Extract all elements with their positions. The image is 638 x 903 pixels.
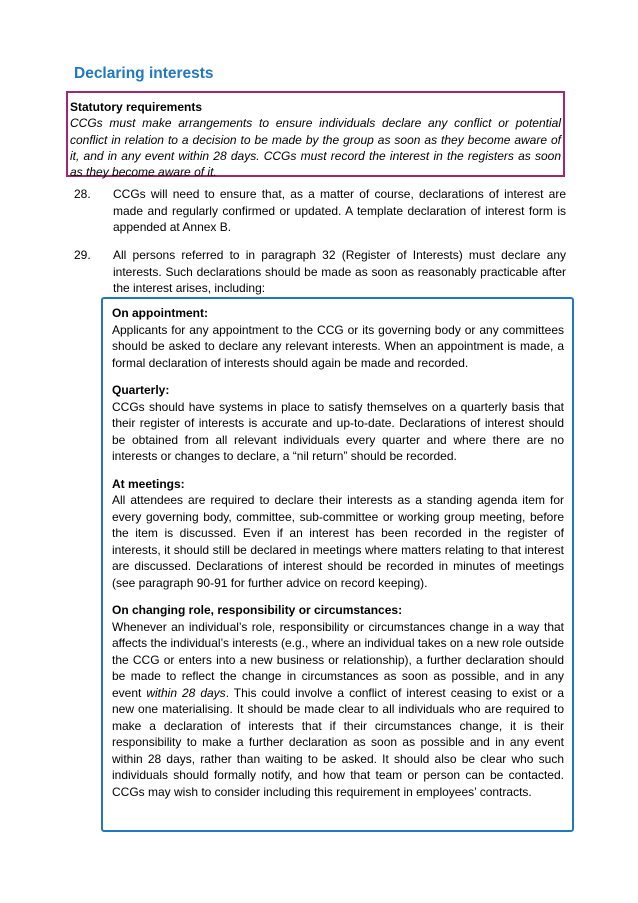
section-text: Applicants for any appointment to the CCG or its governing body or any committees should be asked to declare any relevant interests. When an appointment is made, a formal declaration of interests should again be made and recorded. — [112, 322, 564, 370]
paragraph-text: All persons referred to in paragraph 32 (Register of Interests) must declare any interests. Such declarations should be made as soon as reasonably practicable after the interest arises, including: — [113, 248, 566, 295]
paragraph-number: 28. — [74, 187, 91, 201]
section-changing-role — [112, 602, 564, 800]
paragraph-number: 29. — [74, 248, 91, 262]
paragraph-28 — [74, 186, 566, 236]
section-at-meetings — [112, 476, 564, 592]
section-title: On changing role, responsibility or circumstances: — [112, 603, 403, 617]
statutory-requirements-text: CCGs must make arrangements to ensure individuals declare any conflict or potential conflict in relation to a decision to be made by the group as soon as they become aware of it, and in any event within 28 days. CCGs must record the interest in the registers as soon as they become aware of it. — [70, 116, 561, 180]
paragraph-text: CCGs will need to ensure that, as a matter of course, declarations of interest are made and regularly confirmed or updated. A template declaration of interest form is appended at Annex B. — [113, 187, 566, 234]
emphasized-deadline: within 28 days — [146, 685, 226, 700]
statutory-requirements-box — [66, 91, 565, 180]
paragraph-29 — [74, 247, 566, 297]
section-title: At meetings: — [112, 476, 185, 491]
section-quarterly — [112, 382, 564, 465]
section-text: CCGs should have systems in place to satisfy themselves on a quarterly basis that their register of interests is accurate and up-to-date. Declarations of interest should be obtained from all relevant individuals every quarter and where there are no interests or changes to declare, a “nil return” should be recorded. — [112, 399, 564, 463]
page-title: Declaring interests — [74, 65, 214, 82]
section-title: Quarterly: — [112, 383, 170, 397]
section-text-part: Whenever an individual’s role, responsibility or circumstances change in a way that affects the individual’s interests (e.g., where an individual takes on a new role outside the CCG or enters into a new business or relationship), a further declaration should be made to reflect the change in circumstances as soon as possible, and in any event — [112, 619, 564, 700]
section-text: All attendees are required to declare their interests as a standing agenda item for every governing body, committee, sub-committee or working group meeting, before the item is discussed. Even if an interest has been recorded in the register of interests, it should still be declared in meetings where matters relating to that interest are discussed. Declarations of interest should be recorded in minutes of meetings (see paragraph 90-91 for further advice on record keeping). — [112, 493, 564, 590]
section-on-appointment — [112, 305, 564, 371]
section-title: On appointment: — [112, 306, 208, 320]
section-text-part: . This could involve a conflict of interest ceasing to exist or a new one materialising. It should be made clear to all individuals who are required to make a declaration of interests that if their circumstances change, it is their responsibility to make a further declaration as soon as possible and in any event within 28 days, rather than waiting to be asked. It should also be clear who such individuals should formally notify, and how that team or person can be contacted. CCGs may wish to consider including this requirement in employees’ contracts. — [112, 685, 565, 799]
statutory-requirements-title: Statutory requirements — [70, 100, 203, 114]
declaration-occasions-box — [101, 297, 574, 832]
section-text — [112, 619, 564, 801]
